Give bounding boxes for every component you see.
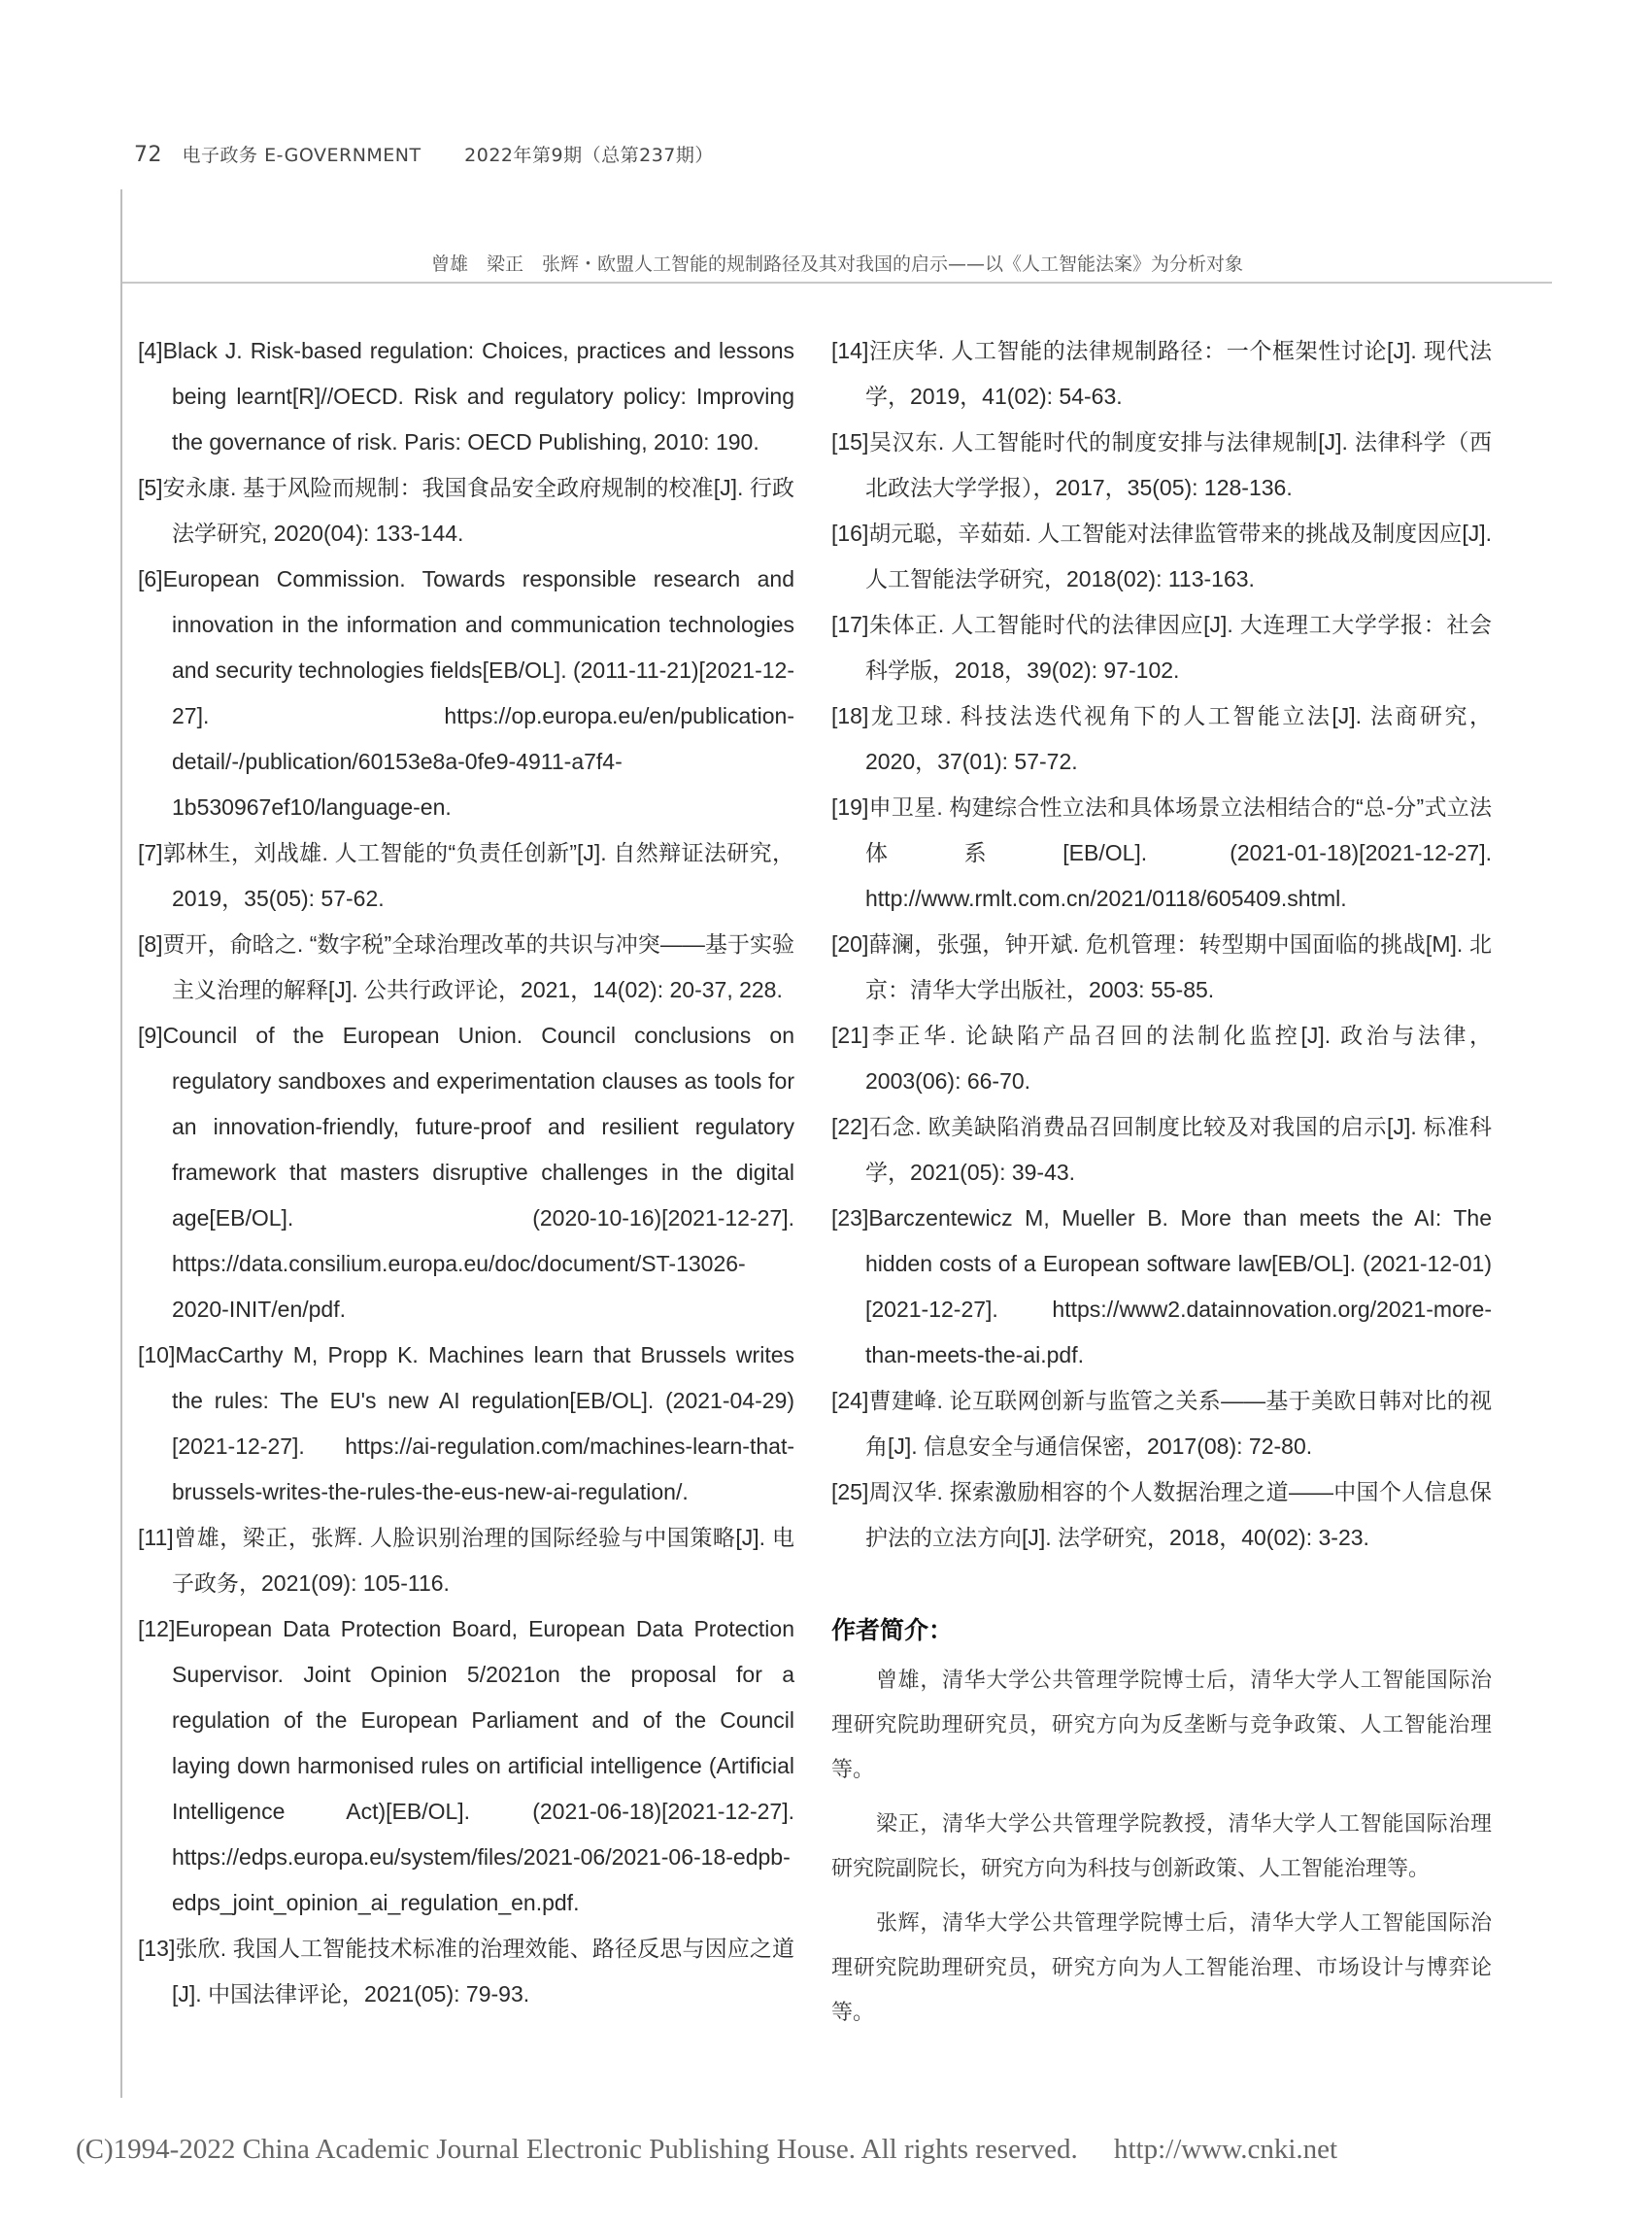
reference-item: [6]European Commission. Towards responsible research and innovation in the information and communication technologies and security technologies fields[EB/OL]. (2011-11-21)[2021-12-27]. https://op.europa.eu/en/publication-detail/-/publication/60153e8a-0fe9-4911-a7f4-1b530967ef10/language-en. — [138, 566, 794, 820]
author-bio-heading: 作者简介： — [831, 1616, 954, 1644]
running-title: 曾雄 梁正 张辉・欧盟人工智能的规制路径及其对我国的启示——以《人工智能法案》为分析对象 — [430, 253, 1243, 275]
reference-item: [4]Black J. Risk-based regulation: Choices, practices and lessons being learnt[R]//OECD. Risk and regulatory policy: Improving the governance of risk. Paris: OECD Publishing, 2010: 190. — [138, 338, 794, 455]
reference-item: [21]李正华. 论缺陷产品召回的法制化监控[J]. 政治与法律，2003(06): 66-70. — [831, 1023, 1492, 1094]
reference-item: [15]吴汉东. 人工智能时代的制度安排与法律规制[J]. 法律科学（西北政法大学学报），2017，35(05): 128-136. — [831, 429, 1492, 500]
references-right-column — [831, 328, 1492, 2045]
reference-item: [9]Council of the European Union. Council conclusions on regulatory sandboxes and experimentation clauses as tools for an innovation-friendly, future-proof and resilient regulatory framework that masters disruptive challenges in the digital age[EB/OL]. (2020-10-16)[2021-12-27]. https://data.consilium.europa.eu/doc/document/ST-13026-2020-INIT/en/pdf. — [138, 1023, 794, 1322]
reference-item: [11]曾雄，梁正，张辉. 人脸识别治理的国际经验与中国策略[J]. 电子政务，2021(09): 105-116. — [138, 1525, 794, 1596]
reference-item: [24]曹建峰. 论互联网创新与监管之关系——基于美欧日韩对比的视角[J]. 信息安全与通信保密，2017(08): 72-80. — [831, 1388, 1492, 1459]
reference-item: [5]安永康. 基于风险而规制：我国食品安全政府规制的校准[J]. 行政法学研究, 2020(04): 133-144. — [138, 475, 794, 546]
reference-item: [8]贾开，俞晗之. “数字税”全球治理改革的共识与冲突——基于实验主义治理的解释[J]. 公共行政评论，2021，14(02): 20-37, 228. — [138, 931, 794, 1002]
reference-item: [7]郭林生，刘战雄. 人工智能的“负责任创新”[J]. 自然辩证法研究，2019，35(05): 57-62. — [138, 840, 794, 911]
reference-item: [23]Barczentewicz M, Mueller B. More than meets the AI: The hidden costs of a European software law[EB/OL]. (2021-12-01)[2021-12-27]. https://www2.datainnovation.org/2021-more-than-meets-the-ai.pdf. — [831, 1205, 1492, 1367]
header-divider — [122, 282, 1552, 284]
reference-item: [18]龙卫球. 科技法迭代视角下的人工智能立法[J]. 法商研究，2020，37(01): 57-72. — [831, 703, 1492, 774]
issue-info: 2022年第9期（总第237期） — [464, 145, 714, 166]
reference-item: [20]薛澜，张强，钟开斌. 危机管理：转型期中国面临的挑战[M]. 北京：清华大学出版社，2003: 55-85. — [831, 931, 1492, 1002]
reference-item: [16]胡元聪，辛茹茹. 人工智能对法律监管带来的挑战及制度因应[J]. 人工智能法学研究，2018(02): 113-163. — [831, 521, 1492, 591]
reference-item: [25]周汉华. 探索激励相容的个人数据治理之道——中国个人信息保护法的立法方向[J]. 法学研究，2018，40(02): 3-23. — [831, 1479, 1492, 1550]
footer-url: http://www.cnki.net — [1113, 2134, 1338, 2165]
reference-item: [22]石念. 欧美缺陷消费品召回制度比较及对我国的启示[J]. 标准科学，2021(05): 39-43. — [831, 1114, 1492, 1185]
vertical-rule — [120, 189, 122, 2098]
author-bio: 张辉，清华大学公共管理学院博士后，清华大学人工智能国际治理研究院助理研究员，研究方向为人工智能治理、市场设计与博弈论等。 — [831, 1911, 1492, 2025]
references-left-column — [138, 328, 794, 2017]
reference-item: [12]European Data Protection Board, European Data Protection Supervisor. Joint Opinion 5/2021on the proposal for a regulation of the European Parliament and of the Council laying down harmonised rules on artificial intelligence (Artificial Intelligence Act)[EB/OL]. (2021-06-18)[2021-12-27]. https://edps.europa.eu/system/files/2021-06/2021-06-18-edpb-edps_joint_opinion_ai_regulation_en.pdf. — [138, 1616, 794, 1915]
author-bio: 曾雄，清华大学公共管理学院博士后，清华大学人工智能国际治理研究院助理研究员，研究方向为反垄断与竞争政策、人工智能治理等。 — [831, 1669, 1492, 1782]
page-header — [134, 141, 714, 167]
author-bio: 梁正，清华大学公共管理学院教授，清华大学人工智能国际治理研究院副院长，研究方向为科技与创新政策、人工智能治理等。 — [831, 1812, 1492, 1881]
journal-name: 电子政务 E-GOVERNMENT — [182, 145, 421, 166]
reference-item: [13]张欣. 我国人工智能技术标准的治理效能、路径反思与因应之道[J]. 中国法律评论，2021(05): 79-93. — [138, 1936, 794, 2007]
page-number: 72 — [134, 143, 162, 167]
reference-item: [17]朱体正. 人工智能时代的法律因应[J]. 大连理工大学学报：社会科学版，2018，39(02): 97-102. — [831, 612, 1492, 683]
reference-item: [19]申卫星. 构建综合性立法和具体场景立法相结合的“总-分”式立法体系[EB/OL]. (2021-01-18)[2021-12-27]. http://www.rmlt.com.cn/2021/0118/605409.shtml. — [831, 794, 1492, 911]
copyright-text: (C)1994-2022 China Academic Journal Electronic Publishing House. All rights reserved. — [76, 2134, 1078, 2165]
reference-item: [14]汪庆华. 人工智能的法律规制路径：一个框架性讨论[J]. 现代法学，2019，41(02): 54-63. — [831, 338, 1492, 409]
copyright-footer — [76, 2134, 1337, 2166]
reference-item: [10]MacCarthy M, Propp K. Machines learn that Brussels writes the rules: The EU's new AI regulation[EB/OL]. (2021-04-29)[2021-12-27]. https://ai-regulation.com/machines-learn-that-brussels-writes-the-rules-the-eus-new-ai-regulation/. — [138, 1342, 794, 1504]
